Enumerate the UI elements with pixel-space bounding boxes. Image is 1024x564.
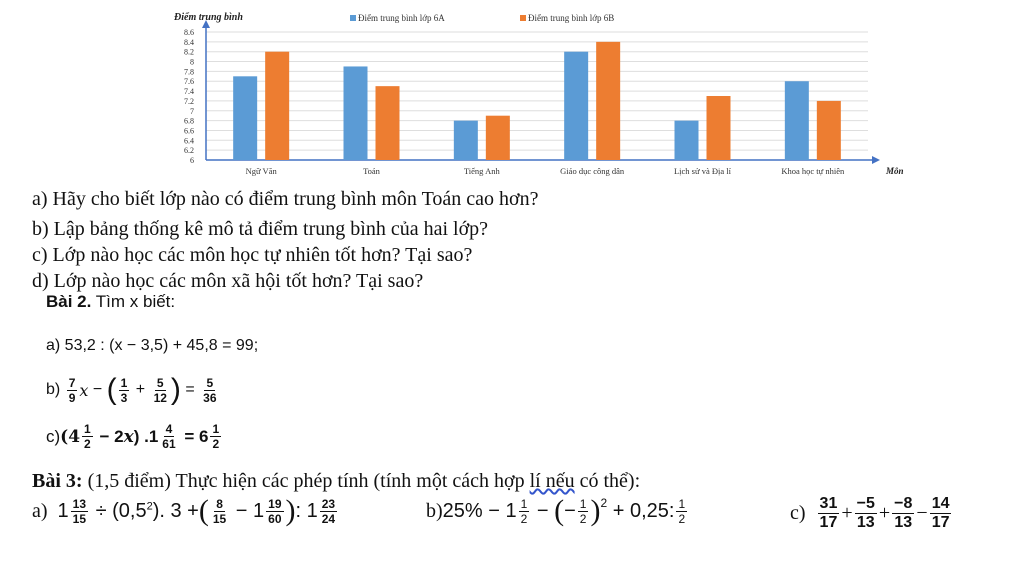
bai3-title-wavy: lí nếu <box>529 470 575 492</box>
frac-19-60: $\frac{19}{60}$ <box>268 496 282 526</box>
frac-14-17: $\frac{14}{17}$ <box>931 495 950 531</box>
y-tick-label: 7.6 <box>184 77 194 87</box>
bar <box>233 76 257 160</box>
bai2-title <box>46 292 175 312</box>
frac-4-61: $\frac{4}{61}$ <box>162 422 176 451</box>
frac-1-2-b: $\frac{1}{2}$ <box>212 422 220 451</box>
bai2-title-bold: Bài 2. <box>46 292 92 311</box>
legend-label: Điểm trung bình lớp 6B <box>528 13 615 23</box>
y-tick-label: 7.8 <box>184 67 194 77</box>
frac-1-2-e: $\frac{1}{2}$ <box>678 496 686 526</box>
bar-chart <box>168 4 928 184</box>
frac-8-15: $\frac{8}{15}$ <box>212 496 227 526</box>
frac-23-24: $\frac{23}{24}$ <box>321 496 336 526</box>
x-tick-label: Khoa học tự nhiên <box>781 166 845 176</box>
frac-1-2-d: $\frac{1}{2}$ <box>579 496 587 526</box>
question-b: b) Lập bảng thống kê mô tả điểm trung bình của hai lớp? <box>32 218 489 240</box>
expr-c: (4 <box>60 426 81 447</box>
x-tick-label: Ngữ Văn <box>245 166 277 176</box>
y-tick-label: 8.4 <box>184 37 194 47</box>
bai3-item-c: c) $\frac{31}{17}$ + $\frac{-5}{13}$ + $\frac{-8}{13}$ − $\frac{14}{17}$ <box>790 495 950 531</box>
legend-swatch <box>350 15 356 21</box>
bai3-item-c-label: c) <box>790 502 806 524</box>
bai2-item-a: a) 53,2 : (x − 3,5) + 45,8 = 99; <box>46 337 259 354</box>
bai3-item-b-label: b) <box>426 499 443 522</box>
x-tick-label: Tiếng Anh <box>463 166 500 176</box>
bai2-item-c: c) (4 $\frac{1}{2}$ − 2 x ) .1 $\frac{4}{61}$ = 6 $\frac{1}{2}$ <box>46 422 220 451</box>
bai2-item-b: b) $\frac{7}{9}$ x − ( $\frac{1}{3}$ + $\frac{5}{12}$ ) = $\frac{5}{36}$ <box>46 373 217 406</box>
bai3-title-bold: Bài 3: <box>32 470 83 492</box>
frac-7-9: $\frac{7}{9}$ <box>68 375 76 405</box>
bar <box>817 101 841 160</box>
frac-1-2-a: $\frac{1}{2}$ <box>84 422 91 451</box>
paren-close: ) <box>170 373 181 406</box>
bai3-item-b: b) 25% − 1 $\frac{1}{2}$ − ( − $\frac{1}{2}$ ) $^2$ + 0,25: $\frac{1}{2}$ <box>426 494 686 527</box>
y-tick-label: 6.4 <box>184 136 194 146</box>
bai3-title-end: có thể): <box>574 470 641 492</box>
frac-5-12: $\frac{5}{12}$ <box>153 375 167 405</box>
bar <box>486 116 510 160</box>
y-tick-label: 8.6 <box>184 28 194 37</box>
y-tick-label: 8 <box>190 57 194 67</box>
frac-1-2-c: $\frac{1}{2}$ <box>520 496 528 526</box>
y-tick-label: 8.2 <box>184 47 194 57</box>
y-tick-label: 7.2 <box>184 96 194 106</box>
y-tick-label: 6 <box>190 156 194 165</box>
y-tick-label: 6.8 <box>184 116 194 126</box>
y-tick-label: 7 <box>190 106 194 116</box>
legend-swatch <box>520 15 526 21</box>
x-tick-label: Toán <box>363 166 380 176</box>
bai3-title-rest: (1,5 điểm) Thực hiện các phép tính (tính một cách hợp <box>82 470 530 492</box>
paren-open: ( <box>106 373 117 406</box>
x-tick-label: Giáo dục công dân <box>560 166 625 176</box>
y-axis-label: Điểm trung bình <box>174 12 243 23</box>
x-axis-label: Môn <box>886 166 904 176</box>
bai3-title <box>32 470 640 493</box>
y-tick-label: 7.4 <box>184 87 194 97</box>
bai2-title-rest: Tìm x biết: <box>91 292 176 311</box>
frac-1-3: $\frac{1}{3}$ <box>120 375 128 405</box>
var-x: x <box>79 380 89 400</box>
x-axis-arrow <box>872 156 880 164</box>
bar <box>707 96 731 160</box>
bar <box>675 121 699 160</box>
y-tick-label: 6.6 <box>184 126 194 136</box>
bai3-item-a-label: a) <box>32 499 48 522</box>
bar <box>376 86 400 160</box>
question-c: c) Lớp nào học các môn học tự nhiên tốt hơn? Tại sao? <box>32 244 473 266</box>
frac-m8-13: $\frac{-8}{13}$ <box>894 495 913 531</box>
bar <box>564 52 588 160</box>
bai3-item-a: a) 1 $\frac{13}{15}$ ÷ $(0,5^2)$. 3 + ( $\frac{8}{15}$ − 1 $\frac{19}{60}$ ) : 1 $\frac{23}{24}$ <box>32 494 336 527</box>
frac-m5-13: $\frac{-5}{13}$ <box>856 495 875 531</box>
legend-label: Điểm trung bình lớp 6A <box>358 13 445 23</box>
frac-13-15: $\frac{13}{15}$ <box>72 496 87 526</box>
bai2-item-b-label: b) <box>46 381 61 398</box>
bar <box>344 66 368 160</box>
question-a: a) Hãy cho biết lớp nào có điểm trung bình môn Toán cao hơn? <box>32 188 539 210</box>
bai2-item-c-label: c) <box>46 426 61 446</box>
bar <box>596 42 620 160</box>
bar <box>785 81 809 160</box>
y-tick-label: 6.2 <box>184 146 194 156</box>
frac-31-17: $\frac{31}{17}$ <box>819 495 838 531</box>
x-tick-label: Lịch sử và Địa lí <box>673 166 732 176</box>
frac-5-36: $\frac{5}{36}$ <box>203 375 217 405</box>
bar <box>265 52 289 160</box>
bar <box>454 121 478 160</box>
question-d: d) Lớp nào học các môn xã hội tốt hơn? Tại sao? <box>32 270 424 292</box>
